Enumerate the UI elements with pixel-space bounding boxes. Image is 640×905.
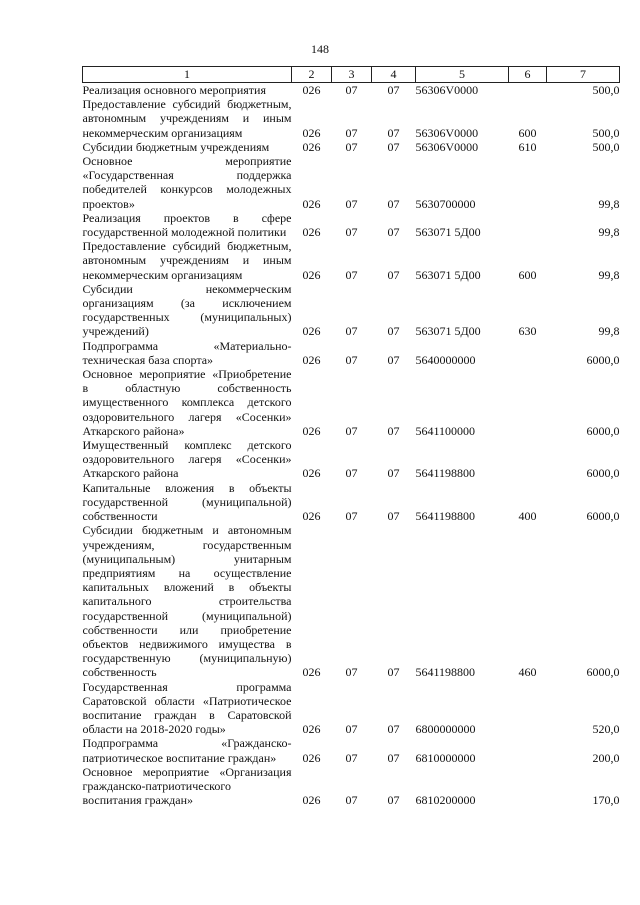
row-name: Подпрограмма «Гражданско-патриотическое воспитание граждан»: [82, 736, 292, 765]
page-number: 148: [311, 42, 329, 56]
row-section: 07: [345, 466, 358, 481]
row-section: 07: [345, 352, 358, 367]
row-name: Капитальные вложения в объекты государственной (муниципальной) собственности: [82, 480, 292, 524]
row-expense-type: [509, 83, 547, 98]
row-subsection: 07: [387, 509, 400, 524]
row-subsection: 07: [387, 352, 400, 367]
table-row: [83, 339, 620, 367]
row-target-article: 5641198800: [415, 509, 476, 524]
row-expense-type: [509, 765, 547, 808]
row-grbs: 026: [302, 324, 321, 339]
row-grbs: 026: [302, 750, 321, 765]
table-row: [83, 438, 620, 481]
row-name: Основное мероприятие «Государственная поддержка победителей конкурсов молодежных проектов»: [82, 154, 292, 211]
row-section: 07: [345, 793, 358, 808]
row-target-article: 5641198800: [415, 466, 476, 481]
row-target-article: 5640000000: [415, 352, 476, 367]
row-expense-type: 400: [518, 509, 537, 524]
row-subsection: 07: [387, 423, 400, 438]
row-amount: 99,8: [598, 225, 620, 240]
table-row: [83, 680, 620, 737]
table-row: [83, 282, 620, 339]
row-section: 07: [345, 196, 358, 211]
row-grbs: 026: [302, 352, 321, 367]
row-expense-type: 600: [518, 267, 537, 282]
table-row: [83, 736, 620, 764]
table-row: [83, 523, 620, 679]
table-row: [83, 239, 620, 282]
row-target-article: 563071 5Д00: [415, 324, 481, 339]
row-grbs: 026: [302, 225, 321, 240]
row-section: 07: [345, 83, 358, 97]
table-body: [83, 83, 620, 808]
row-section: 07: [345, 125, 358, 140]
row-amount: 6000,0: [586, 466, 620, 481]
row-subsection: 07: [387, 267, 400, 282]
budget-table: [82, 66, 620, 807]
row-amount: 99,8: [598, 196, 620, 211]
table-row: [83, 211, 620, 239]
row-target-article: 5630700000: [415, 196, 476, 211]
row-expense-type: 630: [518, 324, 537, 339]
row-amount: 500,0: [592, 139, 620, 154]
row-expense-type: [509, 438, 547, 481]
row-expense-type: [509, 736, 547, 764]
row-name: Реализация проектов в сфере государственной молодежной политики: [82, 210, 292, 240]
row-grbs: 026: [302, 509, 321, 524]
row-name: Субсидии бюджетным и автономным учреждениям, государственным (муниципальным) унитарным предприятиям на осуществление капитальных вложений в объекты капитального строительства государственной (муниципальной) собственности или приобретение объектов недвижимого имущества в государственную (муниципальную) собственность: [82, 523, 292, 680]
row-subsection: 07: [387, 466, 400, 481]
row-name: Предоставление субсидий бюджетным, автономным учреждениям и иным некоммерческим организациям: [82, 97, 292, 140]
row-section: 07: [345, 139, 358, 154]
row-expense-type: 460: [518, 665, 537, 680]
row-subsection: 07: [387, 324, 400, 339]
column-header: 1: [83, 67, 292, 83]
row-amount: 520,0: [592, 722, 620, 737]
table-row: [83, 83, 620, 98]
row-target-article: 6800000000: [415, 722, 476, 737]
row-target-article: 5641198800: [415, 665, 476, 680]
row-target-article: 5641100000: [415, 423, 476, 438]
row-section: 07: [345, 509, 358, 524]
row-amount: 6000,0: [586, 509, 620, 524]
row-expense-type: [509, 211, 547, 239]
row-subsection: 07: [387, 83, 400, 97]
row-grbs: 026: [302, 722, 321, 737]
row-amount: 170,0: [592, 793, 620, 808]
row-expense-type: [509, 680, 547, 737]
row-section: 07: [345, 665, 358, 680]
row-target-article: 563071 5Д00: [415, 225, 481, 240]
row-name: Основное мероприятие «Организация гражданско-патриотического воспитания граждан»: [82, 764, 292, 808]
row-grbs: 026: [302, 423, 321, 438]
row-subsection: 07: [387, 139, 400, 154]
row-name: Имущественный комплекс детского оздоровительного лагеря «Сосенки» Аткарского района: [82, 438, 292, 481]
row-amount: 200,0: [592, 750, 620, 765]
row-expense-type: 610: [518, 139, 537, 154]
column-header: 2: [292, 67, 332, 83]
row-subsection: 07: [387, 225, 400, 240]
table-row: [83, 367, 620, 438]
table-row: [83, 154, 620, 211]
row-name: Реализация основного мероприятия: [82, 83, 266, 97]
row-section: 07: [345, 267, 358, 282]
row-subsection: 07: [387, 196, 400, 211]
row-expense-type: [509, 367, 547, 438]
row-grbs: 026: [302, 196, 321, 211]
row-section: 07: [345, 423, 358, 438]
row-expense-type: 600: [518, 125, 537, 140]
row-subsection: 07: [387, 722, 400, 737]
row-section: 07: [345, 722, 358, 737]
row-section: 07: [345, 750, 358, 765]
row-section: 07: [345, 324, 358, 339]
row-name: Основное мероприятие «Приобретение в областную собственность имущественного комплекса детского оздоровительного лагеря «Сосенки» Аткарского района»: [82, 367, 292, 438]
column-header: 3: [332, 67, 372, 83]
row-name: Подпрограмма «Материально-техническая база спорта»: [82, 338, 292, 367]
row-subsection: 07: [387, 793, 400, 808]
row-name: Предоставление субсидий бюджетным, автономным учреждениям и иным некоммерческим организациям: [82, 239, 292, 282]
row-target-article: 56306V0000: [415, 83, 479, 97]
table-row: [83, 765, 620, 808]
row-amount: 99,8: [598, 324, 620, 339]
row-target-article: 56306V0000: [415, 125, 479, 140]
row-subsection: 07: [387, 750, 400, 765]
column-header: 5: [416, 67, 509, 83]
row-grbs: 026: [302, 83, 321, 97]
row-name: Субсидии бюджетным учреждениям: [82, 139, 270, 154]
table-row: [83, 97, 620, 140]
row-grbs: 026: [302, 466, 321, 481]
row-target-article: 6810000000: [415, 750, 476, 765]
row-grbs: 026: [302, 125, 321, 140]
row-amount: 500,0: [592, 83, 620, 97]
row-target-article: 563071 5Д00: [415, 267, 481, 282]
row-target-article: 6810200000: [415, 793, 476, 808]
row-amount: 500,0: [592, 125, 620, 140]
row-expense-type: [509, 339, 547, 367]
row-amount: 6000,0: [586, 665, 620, 680]
column-header: 4: [372, 67, 416, 83]
row-amount: 6000,0: [586, 423, 620, 438]
table-row: [83, 140, 620, 154]
column-header: 7: [547, 67, 620, 83]
row-name: Субсидии некоммерческим организациям (за исключением государственных (муниципальных) учреждений): [82, 281, 292, 339]
row-grbs: 026: [302, 267, 321, 282]
row-amount: 6000,0: [586, 352, 620, 367]
row-grbs: 026: [302, 665, 321, 680]
row-subsection: 07: [387, 125, 400, 140]
table-row: [83, 481, 620, 524]
row-amount: 99,8: [598, 267, 620, 282]
row-subsection: 07: [387, 665, 400, 680]
row-name: Государственная программа Саратовской области «Патриотическое воспитание граждан в Саратовской области на 2018-2020 годы»: [82, 679, 292, 737]
header-row: [83, 67, 620, 83]
column-header: 6: [509, 67, 547, 83]
row-target-article: 56306V0000: [415, 139, 479, 154]
row-section: 07: [345, 225, 358, 240]
row-grbs: 026: [302, 793, 321, 808]
row-grbs: 026: [302, 139, 321, 154]
row-expense-type: [509, 154, 547, 211]
